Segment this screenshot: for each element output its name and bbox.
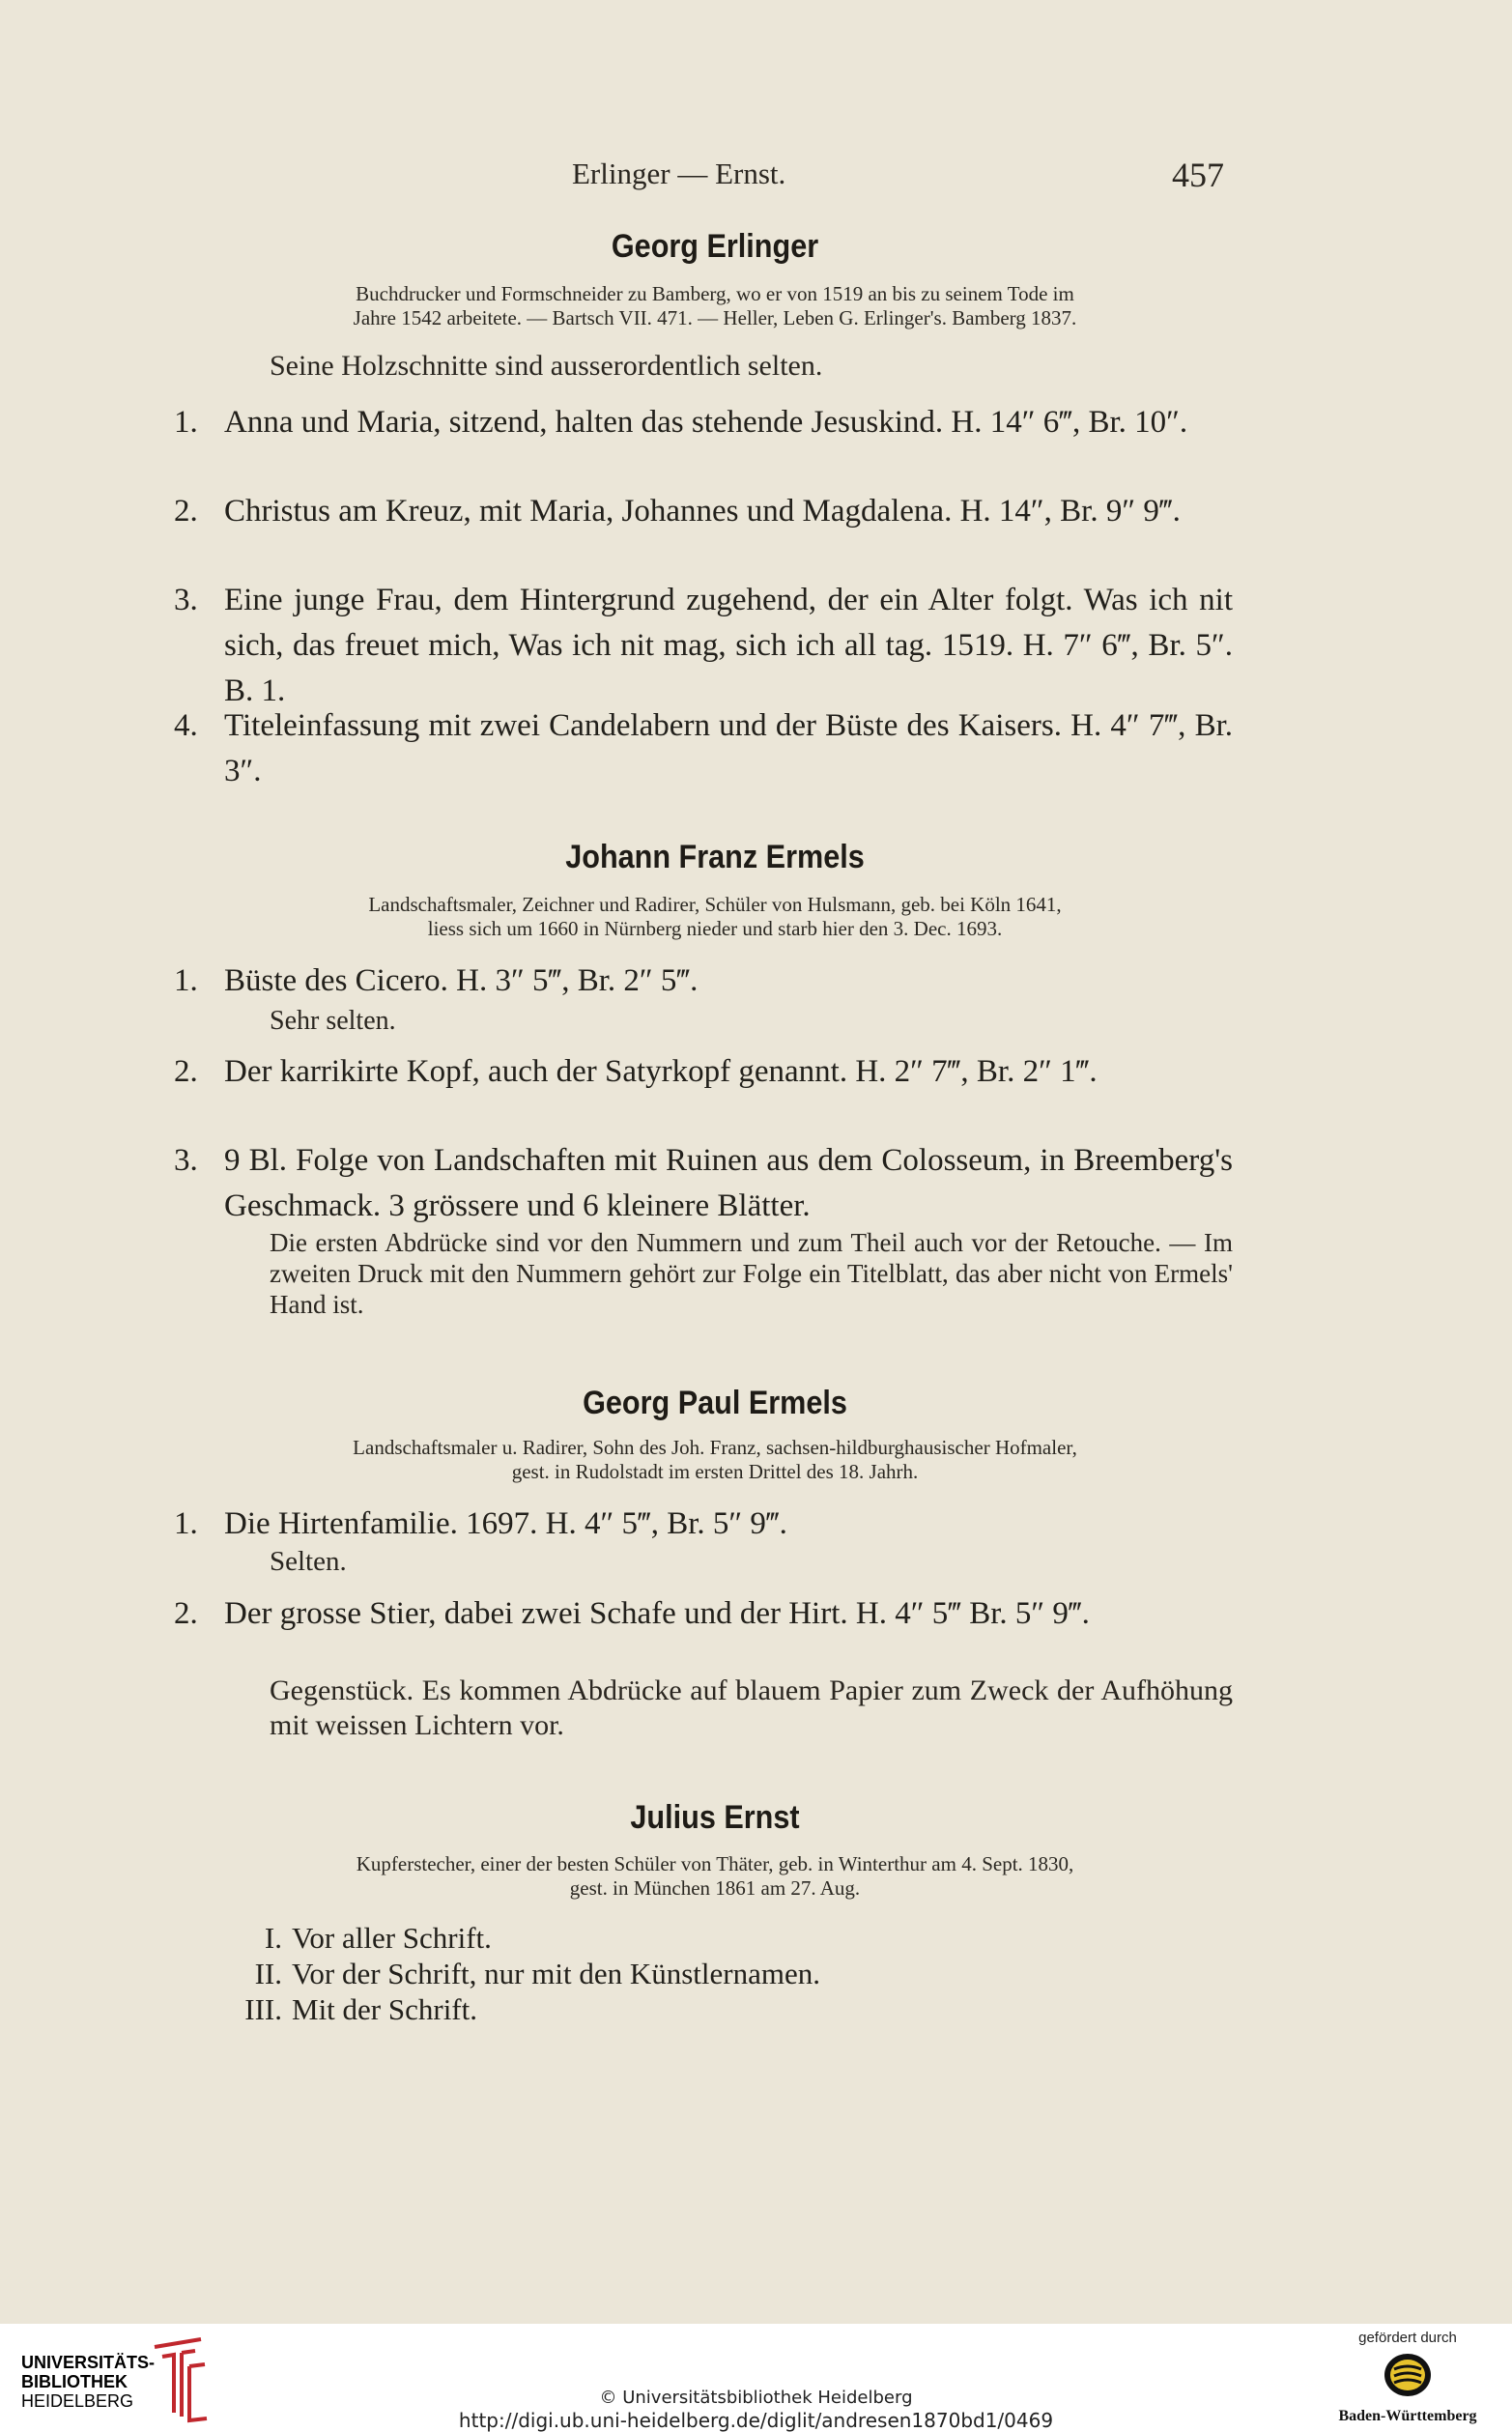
bio-line: gest. in München 1861 am 27. Aug. bbox=[569, 1876, 861, 1900]
state-number: I. bbox=[264, 1921, 282, 1955]
item-number: 1. bbox=[174, 405, 198, 440]
item-number: 2. bbox=[174, 494, 198, 529]
item-text: Eine junge Frau, dem Hintergrund zugehend, der ein Alter folgt. Was ich nit sich, das freuet mich, Was ich nit mag, sich ich all tag. 1519. H. 7″ 6‴, Br. 5″. B. 1. bbox=[224, 583, 1233, 708]
item-number: 4. bbox=[174, 708, 198, 743]
state-item bbox=[240, 1991, 477, 2027]
item-note: Gegenstück. Es kommen Abdrücke auf blauem Papier zum Zweck der Aufhöhung mit weissen Lichtern vor. bbox=[270, 1674, 1233, 1741]
bio-line: gest. in Rudolstadt im ersten Drittel des 18. Jahrh. bbox=[511, 1460, 919, 1483]
state-text: Vor aller Schrift. bbox=[292, 1921, 492, 1955]
section-heading-georg-paul-ermels: Georg Paul Ermels bbox=[583, 1385, 847, 1421]
state-name: Baden-Württemberg bbox=[1338, 2408, 1477, 2424]
bio-line: Buchdrucker und Formschneider zu Bamberg, wo er von 1519 an bis zu seinem Tode im bbox=[356, 282, 1074, 305]
copyright-line: © Universitätsbibliothek Heidelberg bbox=[599, 2388, 913, 2408]
item-text: Der karrikirte Kopf, auch der Satyrkopf genannt. H. 2″ 7‴, Br. 2″ 1‴. bbox=[224, 1054, 1098, 1089]
catalog-item bbox=[174, 703, 1233, 794]
item-text: Der grosse Stier, dabei zwei Schafe und der Hirt. H. 4″ 5‴ Br. 5″ 9‴. bbox=[224, 1596, 1090, 1631]
catalog-item bbox=[174, 578, 1233, 714]
item-number: 1. bbox=[174, 1506, 198, 1541]
library-name-line: HEIDELBERG bbox=[21, 2391, 134, 2411]
bio-johann-franz-ermels bbox=[193, 893, 1237, 941]
bio-line: Kupferstecher, einer der besten Schüler von Thäter, geb. in Winterthur am 4. Sept. 1830, bbox=[356, 1852, 1074, 1875]
state-coat-of-arms-icon bbox=[1383, 2350, 1433, 2400]
section-heading-georg-erlinger: Georg Erlinger bbox=[611, 228, 819, 265]
bio-line: Landschaftsmaler, Zeichner und Radirer, Schüler von Hulsmann, geb. bei Köln 1641, bbox=[368, 893, 1062, 916]
catalog-item bbox=[174, 958, 1233, 1004]
state-text: Mit der Schrift. bbox=[292, 1992, 477, 2026]
library-name-line: UNIVERSITÄTS- bbox=[21, 2353, 156, 2372]
bio-julius-ernst bbox=[193, 1852, 1237, 1901]
catalog-item bbox=[174, 1138, 1233, 1229]
bio-line: liess sich um 1660 in Nürnberg nieder und starb hier den 3. Dec. 1693. bbox=[427, 917, 1003, 940]
item-text: Titeleinfassung mit zwei Candelabern und der Büste des Kaisers. H. 4″ 7‴, Br. 3″. bbox=[224, 708, 1233, 788]
item-note: Selten. bbox=[270, 1546, 347, 1577]
state-item bbox=[240, 1956, 820, 1991]
funding-credit bbox=[1330, 2330, 1485, 2425]
section-heading-johann-franz-ermels: Johann Franz Ermels bbox=[565, 839, 865, 875]
bio-line: Jahre 1542 arbeitete. — Bartsch VII. 471. — Heller, Leben G. Erlinger's. Bamberg 1837. bbox=[353, 306, 1077, 329]
digitization-footer bbox=[0, 2324, 1512, 2432]
running-head: Erlinger — Ernst. bbox=[572, 157, 786, 190]
state-item bbox=[240, 1920, 492, 1956]
item-number: 1. bbox=[174, 963, 198, 998]
item-number: 2. bbox=[174, 1054, 198, 1089]
state-number: III. bbox=[244, 1992, 282, 2026]
item-text: Anna und Maria, sitzend, halten das stehende Jesuskind. H. 14″ 6‴, Br. 10″. bbox=[224, 405, 1188, 440]
intro-note: Seine Holzschnitte sind ausserordentlich selten. bbox=[270, 350, 823, 382]
page-number: 457 bbox=[1172, 156, 1224, 194]
item-number: 3. bbox=[174, 1143, 198, 1178]
item-note: Die ersten Abdrücke sind vor den Nummern und zum Theil auch vor der Retouche. — Im zweiten Druck mit den Nummern gehört zur Folge ein Titelblatt, das aber nicht von Ermels' Hand ist. bbox=[270, 1228, 1233, 1319]
state-number: II. bbox=[254, 1957, 282, 1990]
funded-by-label: gefördert durch bbox=[1358, 2330, 1457, 2346]
item-number: 2. bbox=[174, 1596, 198, 1631]
catalog-item bbox=[174, 400, 1233, 445]
state-text: Vor der Schrift, nur mit den Künstlernamen. bbox=[292, 1957, 820, 1990]
catalog-item bbox=[174, 489, 1233, 534]
item-text: Die Hirtenfamilie. 1697. H. 4″ 5‴, Br. 5″ 9‴. bbox=[224, 1506, 787, 1541]
bio-georg-erlinger bbox=[193, 282, 1237, 330]
item-text: Büste des Cicero. H. 3″ 5‴, Br. 2″ 5‴. bbox=[224, 963, 699, 998]
item-text: 9 Bl. Folge von Landschaften mit Ruinen aus dem Colosseum, in Breemberg's Geschmack. 3 grössere und 6 kleinere Blätter. bbox=[224, 1143, 1233, 1223]
bio-georg-paul-ermels bbox=[193, 1436, 1237, 1484]
catalog-item bbox=[174, 1049, 1233, 1095]
item-number: 3. bbox=[174, 583, 198, 617]
bio-line: Landschaftsmaler u. Radirer, Sohn des Joh. Franz, sachsen-hildburghausischer Hofmaler, bbox=[353, 1436, 1077, 1459]
item-note: Sehr selten. bbox=[270, 1006, 396, 1036]
catalog-item bbox=[174, 1591, 1233, 1637]
section-heading-julius-ernst: Julius Ernst bbox=[630, 1799, 800, 1836]
catalog-item bbox=[174, 1502, 1233, 1547]
library-name-line: BIBLIOTHEK bbox=[21, 2372, 128, 2391]
item-text: Christus am Kreuz, mit Maria, Johannes und Magdalena. H. 14″, Br. 9″ 9‴. bbox=[224, 494, 1181, 529]
source-url-link[interactable]: http://digi.ub.uni-heidelberg.de/diglit/andresen1870bd1/0469 bbox=[458, 2409, 1054, 2432]
